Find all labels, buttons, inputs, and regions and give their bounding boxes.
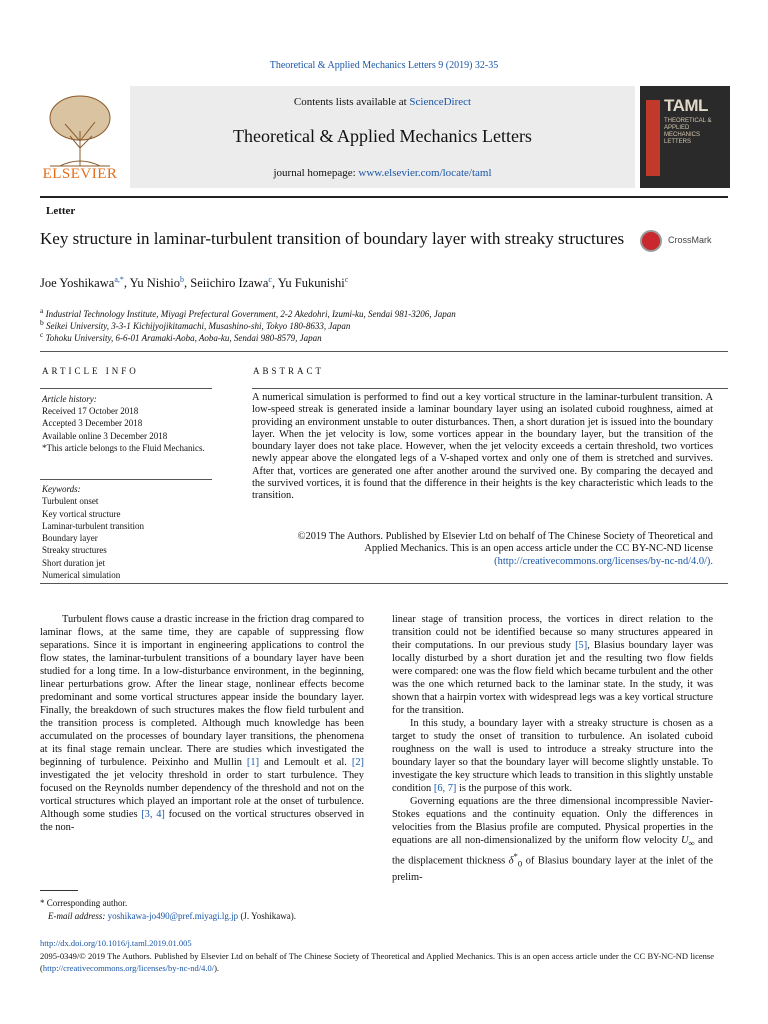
copyright-line: ©2019 The Authors. Published by Elsevier Ltd on behalf of The Chinese Society of Theoretical and xyxy=(297,531,713,542)
article-type: Letter xyxy=(46,205,76,217)
license-statement xyxy=(40,950,714,975)
keywords-list xyxy=(42,483,212,581)
body-text: is the purpose of this work. xyxy=(456,783,573,794)
keyword: Key vortical structure xyxy=(42,508,121,519)
math-subscript: ∞ xyxy=(688,838,695,849)
journal-title: Theoretical & Applied Mechanics Letters xyxy=(233,126,532,146)
body-paragraph xyxy=(392,613,713,717)
cover-subtitle: THEORETICAL & APPLIED MECHANICS LETTERS xyxy=(664,118,712,145)
keyword: Short duration jet xyxy=(42,557,105,568)
history-item: Received 17 October 2018 xyxy=(42,406,139,417)
contents-line xyxy=(130,96,635,108)
crossmark-label: CrossMark xyxy=(668,235,712,245)
keyword: Boundary layer xyxy=(42,533,98,544)
sciencedirect-link[interactable]: ScienceDirect xyxy=(409,96,472,108)
homepage-prefix: journal homepage: xyxy=(273,167,359,179)
footnote-divider xyxy=(40,890,78,891)
citation-link[interactable]: [3, 4] xyxy=(141,809,165,820)
article-history xyxy=(42,393,212,454)
abstract-text: A numerical simulation is performed to find out a key vortical structure in the laminar-turbulent transition. A low-speed streak is generated inside a laminar boundary layer using an isolated cuboid roughness, aimed at providing an environment unstable to outer disturbances. Then, a short duration jet is issued into the boundary layer. When the jet velocity is low, some vortices appear in the boundary layer, but the transition of the boundary layer does not take place. However, when the jet velocity exceeds a certain threshold, two vortices newly appear above the elongated legs of a V-shaped vortex and only one of them is stretched and survives. After that, vortices are generated one after another around the survived one. By comparing the decayed and the survived vortices, it is found that the difference in their heights is the key characteristic which leads to the transition. xyxy=(252,392,713,502)
keyword: Streaky structures xyxy=(42,545,107,556)
history-item: *This article belongs to the Fluid Mechanics. xyxy=(42,442,205,453)
citation-link[interactable]: [5] xyxy=(575,640,588,651)
citation-link[interactable]: [2] xyxy=(351,757,364,768)
author-name: Yu Nishio xyxy=(129,276,181,291)
article-title: Key structure in laminar-turbulent transition of boundary layer with streaky structures xyxy=(40,229,625,248)
keyword: Turbulent onset xyxy=(42,496,99,507)
keyword: Laminar-turbulent transition xyxy=(42,520,145,531)
title-divider xyxy=(40,351,728,352)
license-end: ). xyxy=(214,963,220,974)
math-subscript: 0 xyxy=(517,858,523,869)
license-url-link[interactable]: http://creativecommons.org/licenses/by-nc-nd/4.0/ xyxy=(42,963,215,974)
abstract-copyright xyxy=(252,531,713,568)
author-affiliation-marker[interactable]: b xyxy=(180,275,185,284)
abstract-bottom-divider xyxy=(40,583,728,584)
body-text: focused on the vortical structures observed in the non- xyxy=(40,809,365,833)
author-affiliation-marker[interactable]: c xyxy=(268,275,272,284)
journal-cover-image xyxy=(640,86,730,188)
body-text: linear stage of transition process, the vortices in direct relation to the transition could not be identified because so many structures appeared in their computations. In our previous study xyxy=(392,614,713,651)
email-link[interactable]: yoshikawa-jo490@pref.miyagi.lg.jp xyxy=(107,911,239,921)
keywords-label: Keywords: xyxy=(42,484,81,494)
affiliation-text: Industrial Technology Institute, Miyagi Prefectural Government, 2-2 Akedohri, Izumi-ku, Sendai 981-3206, Japan xyxy=(45,309,456,319)
history-label: Article history: xyxy=(42,394,97,404)
author-name: Seiichiro Izawa xyxy=(190,276,269,291)
contents-prefix: Contents lists available at xyxy=(293,96,410,108)
crossmark-button[interactable] xyxy=(640,230,730,254)
license-link[interactable]: (http://creativecommons.org/licenses/by-nc-nd/4.0/). xyxy=(494,555,713,567)
crossmark-icon xyxy=(640,230,662,252)
keyword: Numerical simulation xyxy=(42,570,121,581)
body-text: of Blasius boundary layer at the inlet of the prelim- xyxy=(392,855,714,883)
body-text: Turbulent flows cause a drastic increase in the friction drag compared to laminar flows, at the same time, they are capable of suppressing flow separations. Since it is important in engineering applications to control the flow states, the laminar-turbulent transitions of a boundary layer have been studied for a long time. In a low-disturbance environment, in the beginning, linear perturbations grow. After the linear stage, nonlinear effects become predominant and some vortical structures appear inside the boundary layer. Finally, the breakdown of such structures makes the flow field turbulent and the transition process is completed. Although much knowledge has been accumulated on the processes of boundary layer transitions, the phenomena at its final stage remain unclear. There are studies which investigated the beginning of turbulence. Peixinho and Mullin xyxy=(40,614,364,768)
article-info-heading: ARTICLE INFO xyxy=(42,366,139,376)
abstract-heading: ABSTRACT xyxy=(253,366,325,376)
publisher-logo-text: ELSEVIER xyxy=(42,166,118,182)
math-symbol: U xyxy=(680,835,689,846)
license-text: 2095-0349/© 2019 The Authors. Published by Elsevier Ltd on behalf of The Chinese Society of Theoretical and Applied Mechanics. This is an open access article under the CC BY-NC-ND license ( xyxy=(40,951,714,974)
affiliation-text: Tohoku University, 6-6-01 Aramaki-Aoba, Aoba-ku, Sendai 980-8579, Japan xyxy=(45,333,322,343)
keywords-divider xyxy=(40,479,212,480)
email-footnote xyxy=(48,911,296,921)
cover-red-stripe xyxy=(646,100,660,176)
author-affiliation-marker[interactable]: c xyxy=(344,275,349,284)
affiliation-text: Seikei University, 3-3-1 Kichijyojikitamachi, Musashino-shi, Tokyo 180-8633, Japan xyxy=(46,321,351,331)
citation-link[interactable]: [1] xyxy=(246,757,260,768)
body-column-left xyxy=(40,613,364,834)
history-item: Accepted 3 December 2018 xyxy=(42,418,143,429)
cover-title: TAML xyxy=(664,96,708,115)
body-paragraph xyxy=(392,795,713,884)
email-suffix: (J. Yoshikawa). xyxy=(238,911,296,921)
article-info-divider xyxy=(40,388,212,389)
author-name: Joe Yoshikawa xyxy=(40,276,115,291)
body-text: In this study, a boundary layer with a streaky structure is chosen as a target to study the onset of transition to turbulence. An isolated cuboid roughness on the wall is used to introduce a streaky structure into the boundary layer so that the boundary layer will become slightly unstable. To investigate the key structure which leads to transition in this slightly unstable condition xyxy=(392,718,713,794)
body-paragraph xyxy=(392,717,713,795)
journal-reference[interactable]: Theoretical & Applied Mechanics Letters 9 (2019) 32-35 xyxy=(269,60,499,71)
citation-link[interactable]: [6, 7] xyxy=(433,783,457,794)
author-name: Yu Fukunishi xyxy=(277,276,345,291)
body-text: Governing equations are the three dimensional incompressible Navier-Stokes equations and the continuity equation. Only the differences in velocities from the Blasius profile are computed. Physical properties in the equations are all non-dimensionalized by the uniform flow velocity xyxy=(392,796,713,846)
body-text: and the displacement thickness xyxy=(392,835,713,867)
elsevier-logo xyxy=(40,86,120,188)
corresponding-author-note: * Corresponding author. xyxy=(40,898,128,908)
doi-link[interactable]: http://dx.doi.org/10.1016/j.taml.2019.01.005 xyxy=(40,938,192,948)
affiliation-marker: c xyxy=(40,330,44,339)
body-text: investigated the jet velocity threshold in order to start turbulence. They focused on the Reynolds number dependency of the threshold and not on the vortical structures which played an important role at the onset of turbulence. Although some studies xyxy=(40,770,364,820)
body-text: , Blasius boundary layer was locally disturbed by a short duration jet and the resulting two flow fields were compared: one was the flow field which became turbulent and the other was the one which returned back to the laminar state. In the study, it was shown that a hairpin vortex with widespread legs was a key vortical structure for the transition. xyxy=(392,640,713,716)
math-superscript: * xyxy=(513,851,518,862)
history-item: Available online 3 December 2018 xyxy=(42,430,168,441)
email-label: E-mail address: xyxy=(48,911,106,921)
copyright-line: Applied Mechanics. This is an open access article under the CC BY-NC-ND license xyxy=(364,543,713,555)
affiliation-marker: b xyxy=(40,318,44,327)
homepage-line xyxy=(130,167,635,179)
affiliation-c xyxy=(40,330,322,343)
math-symbol: δ xyxy=(508,855,514,867)
header-divider xyxy=(40,196,728,198)
author-list: Joe Yoshikawa$^{a,*}$, Yu Nishio$^b$, Seiichiro Izawa$^c$, Yu Fukunishi$^c$ xyxy=(40,275,349,291)
abstract-divider xyxy=(252,388,728,389)
body-text: and Lemoult et al. xyxy=(259,757,352,768)
author-affiliation-marker[interactable]: a,* xyxy=(114,275,124,284)
homepage-link[interactable]: www.elsevier.com/locate/taml xyxy=(358,167,492,179)
body-paragraph xyxy=(40,613,364,834)
affiliation-marker: a xyxy=(40,306,44,315)
body-column-right xyxy=(392,613,713,884)
